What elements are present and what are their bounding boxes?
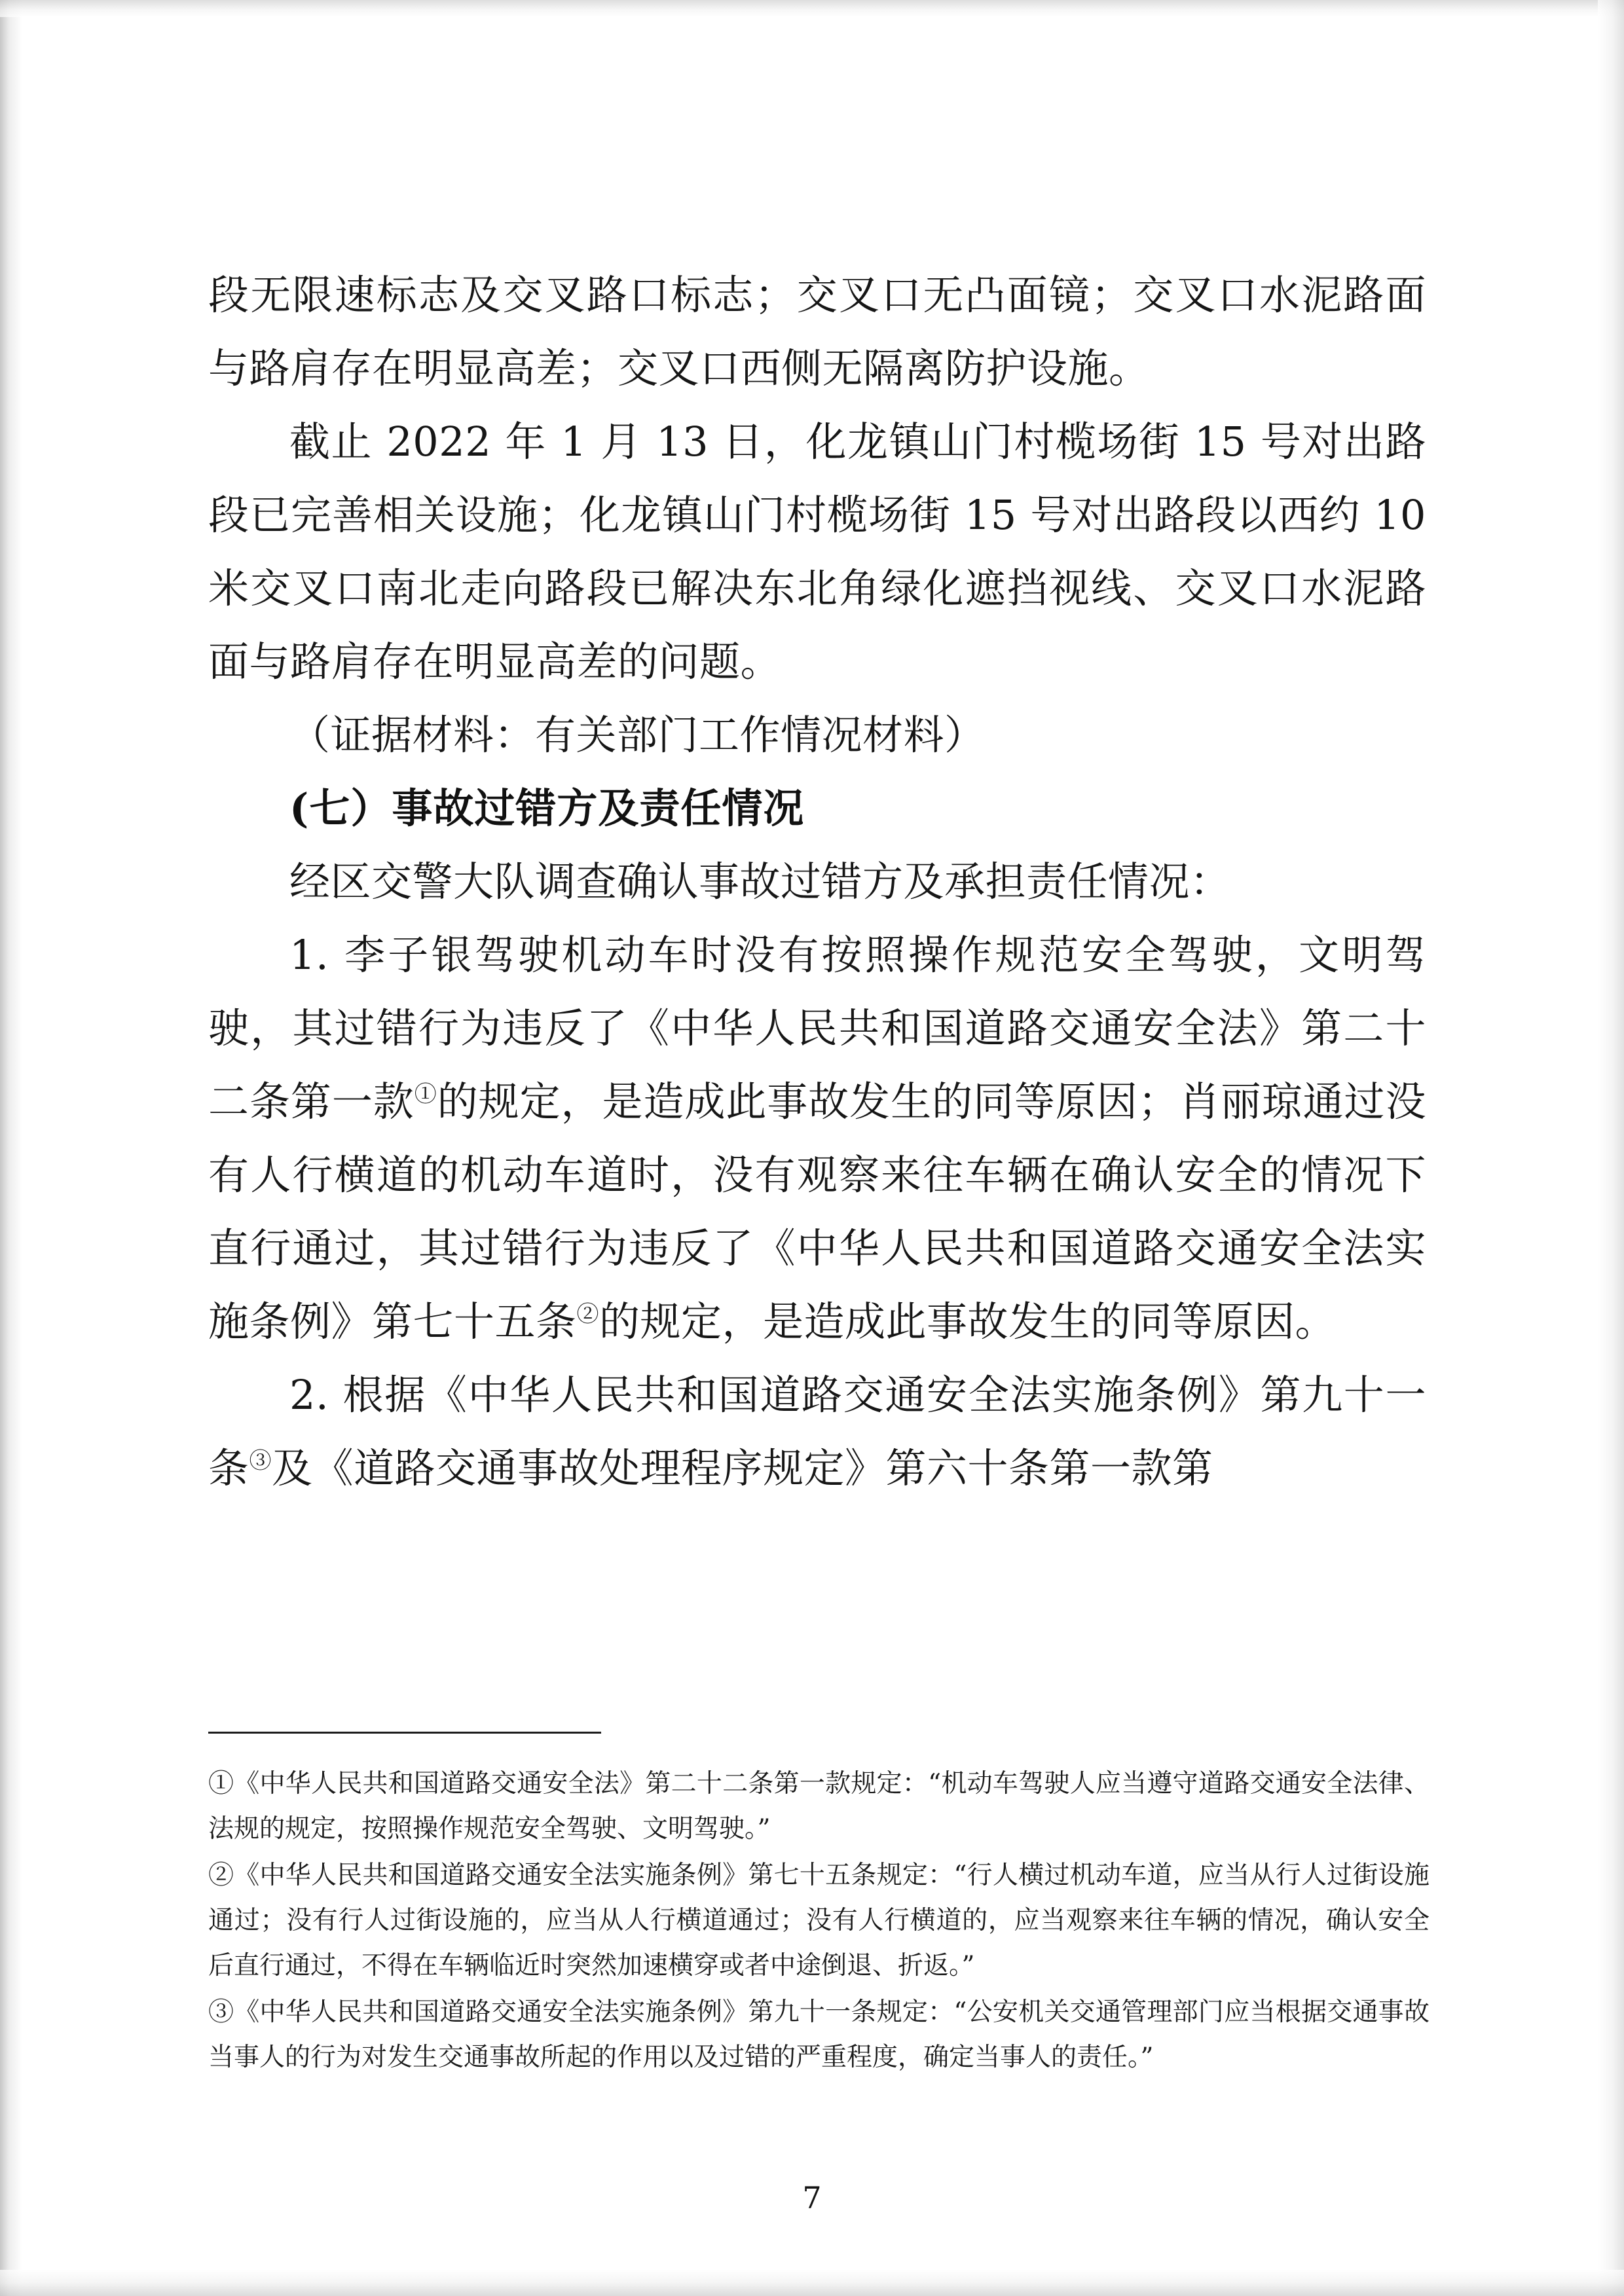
footnote-marker: ③ xyxy=(208,1997,234,2027)
page-number: 7 xyxy=(802,2180,822,2215)
footnote-marker: ② xyxy=(208,1861,234,1890)
item-1-segment-c: 的规定，是造成此事故发生的同等原因。 xyxy=(599,1298,1337,1345)
item-1-segment-a: 1. 李子银驾驶机动车时没有按照操作规范安全驾驶，文明驾驶，其过错行为违反了《中华人民共和国道路交通安全法》第二十二条第一款 xyxy=(208,931,1426,1125)
scan-edge-left xyxy=(0,0,22,2296)
footnote-separator xyxy=(208,1732,601,1734)
footnote-ref-2: ② xyxy=(576,1301,600,1328)
scan-edge-top xyxy=(0,0,1624,17)
footnote-area xyxy=(208,1761,1430,2081)
scan-edge-right xyxy=(1598,0,1624,2296)
paragraph-item-1 xyxy=(208,919,1426,1358)
item-2-segment-a: 2. 根据《中华人民共和国道路交通安全法实施条例》第九十一条 xyxy=(208,1371,1426,1492)
document-body xyxy=(208,259,1426,1505)
footnote-item xyxy=(208,1761,1430,1851)
footnote-text: 《中华人民共和国道路交通安全法》第二十二条第一款规定：“机动车驾驶人应当遵守道路交通安全法律、法规的规定，按照操作规范安全驾驶、文明驾驶。” xyxy=(208,1769,1430,1844)
footnote-item xyxy=(208,1853,1430,1988)
footnote-text: 《中华人民共和国道路交通安全法实施条例》第七十五条规定：“行人横过机动车道，应当从行人过街设施通过；没有行人过街设施的，应当从人行横道通过；没有人行横道的，应当观察来往车辆的情况，确认安全后直行通过，不得在车辆临近时突然加速横穿或者中途倒退、折返。” xyxy=(208,1861,1430,1980)
section-heading-fault-and-liability: (七）事故过错方及责任情况 xyxy=(289,784,805,832)
footnote-marker: ① xyxy=(208,1769,234,1798)
item-2-segment-b: 及《道路交通事故处理程序规定》第六十条第一款第 xyxy=(272,1444,1213,1492)
item-1-segment-b: 的规定，是造成此事故发生的同等原因；肖丽琼通过没有人行横道的机动车道时，没有观察来往车辆在确认安全的情况下直行通过，其过错行为违反了《中华人民共和国道路交通安全法实施条例》第七十五条 xyxy=(208,1078,1426,1345)
paragraph-road-conditions: 段无限速标志及交叉路口标志；交叉口无凸面镜；交叉口水泥路面与路肩存在明显高差；交叉口西侧无隔离防护设施。 xyxy=(208,271,1426,392)
paragraph-investigation-intro: 经区交警大队调查确认事故过错方及承担责任情况： xyxy=(289,858,1231,905)
footnote-ref-1: ① xyxy=(414,1081,437,1108)
footnote-text: 《中华人民共和国道路交通安全法实施条例》第九十一条规定：“公安机关交通管理部门应当根据交通事故当事人的行为对发生交通事故所起的作用以及过错的严重程度，确定当事人的责任。” xyxy=(208,1997,1430,2072)
footnote-item xyxy=(208,1990,1430,2080)
paragraph-deadline-rectification: 截止 2022 年 1 月 13 日，化龙镇山门村榄场街 15 号对出路段已完善相关设施；化龙镇山门村榄场街 15 号对出路段以西约 10 米交叉口南北走向路段已解决东北角绿化遮挡视线、交叉口水泥路面与路肩存在明显高差的问题。 xyxy=(208,418,1426,685)
paragraph-evidence: （证据材料：有关部门工作情况材料） xyxy=(289,711,986,759)
footnote-ref-3: ③ xyxy=(249,1448,272,1474)
paragraph-item-2 xyxy=(208,1358,1426,1505)
scan-edge-bottom xyxy=(0,2270,1624,2296)
